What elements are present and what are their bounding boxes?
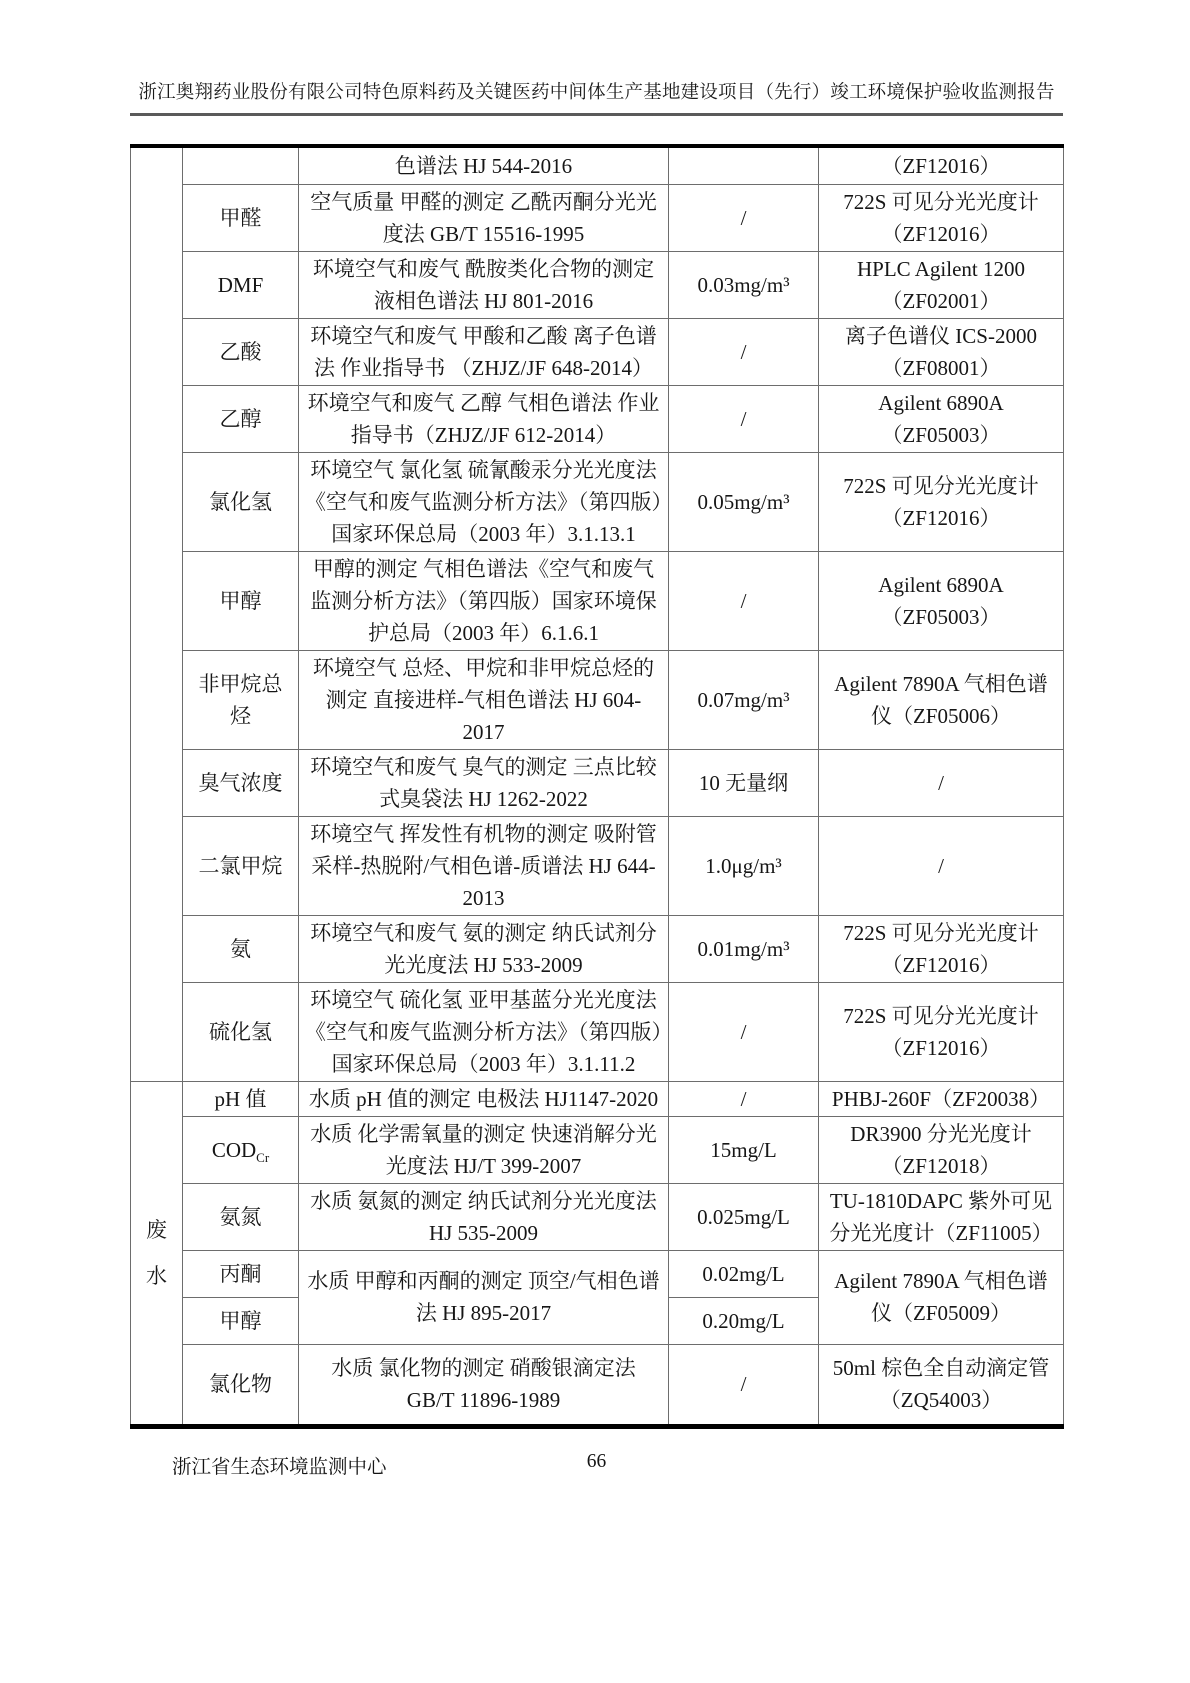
limit-cell: 0.03mg/m³ bbox=[669, 251, 819, 318]
param-cell: pH 值 bbox=[183, 1081, 299, 1116]
limit-cell: 0.05mg/m³ bbox=[669, 452, 819, 551]
method-cell: 水质 化学需氧量的测定 快速消解分光光度法 HJ/T 399-2007 bbox=[299, 1116, 669, 1183]
instrument-cell: HPLC Agilent 1200（ZF02001） bbox=[819, 251, 1064, 318]
method-cell: 环境空气 硫化氢 亚甲基蓝分光光度法《空气和废气监测分析方法》（第四版）国家环保总局（2003 年）3.1.11.2 bbox=[299, 982, 669, 1081]
table-row bbox=[131, 1250, 1064, 1297]
limit-cell: 10 无量纲 bbox=[669, 749, 819, 816]
category-cell-waste-gas bbox=[131, 146, 183, 1081]
instrument-cell: 离子色谱仪 ICS-2000（ZF08001） bbox=[819, 318, 1064, 385]
instrument-cell: / bbox=[819, 816, 1064, 915]
method-cell: 水质 pH 值的测定 电极法 HJ1147-2020 bbox=[299, 1081, 669, 1116]
param-cell: 非甲烷总烃 bbox=[183, 650, 299, 749]
instrument-cell: DR3900 分光光度计（ZF12018） bbox=[819, 1116, 1064, 1183]
method-cell: 环境空气 总烃、甲烷和非甲烷总烃的测定 直接进样-气相色谱法 HJ 604-2017 bbox=[299, 650, 669, 749]
method-cell: 环境空气和废气 臭气的测定 三点比较式臭袋法 HJ 1262-2022 bbox=[299, 749, 669, 816]
table-row bbox=[131, 551, 1064, 650]
table-row bbox=[131, 749, 1064, 816]
method-cell: 水质 氨氮的测定 纳氏试剂分光光度法 HJ 535-2009 bbox=[299, 1183, 669, 1250]
monitoring-methods-table bbox=[130, 144, 1064, 1429]
limit-cell: / bbox=[669, 184, 819, 251]
method-cell: 环境空气和废气 氨的测定 纳氏试剂分光光度法 HJ 533-2009 bbox=[299, 915, 669, 982]
param-cell: 乙酸 bbox=[183, 318, 299, 385]
instrument-cell: Agilent 6890A（ZF05003） bbox=[819, 551, 1064, 650]
method-cell: 水质 氯化物的测定 硝酸银滴定法 GB/T 11896-1989 bbox=[299, 1344, 669, 1426]
table-row bbox=[131, 650, 1064, 749]
page-footer bbox=[130, 1451, 1063, 1481]
instrument-cell: 722S 可见分光光度计（ZF12016） bbox=[819, 915, 1064, 982]
category-cell-waste-water bbox=[131, 1081, 183, 1426]
instrument-cell: 50ml 棕色全自动滴定管（ZQ54003） bbox=[819, 1344, 1064, 1426]
param-cell bbox=[183, 146, 299, 184]
limit-cell: / bbox=[669, 385, 819, 452]
instrument-cell: （ZF12016） bbox=[819, 146, 1064, 184]
method-cell: 甲醇的测定 气相色谱法《空气和废气监测分析方法》（第四版）国家环境保护总局（2003 年）6.1.6.1 bbox=[299, 551, 669, 650]
page-header-title: 浙江奥翔药业股份有限公司特色原料药及关键医药中间体生产基地建设项目（先行）竣工环境保护验收监测报告 bbox=[138, 83, 1055, 103]
limit-cell: 15mg/L bbox=[669, 1116, 819, 1183]
limit-cell: / bbox=[669, 551, 819, 650]
table-row bbox=[131, 1183, 1064, 1250]
method-cell: 色谱法 HJ 544-2016 bbox=[299, 146, 669, 184]
method-cell: 环境空气 挥发性有机物的测定 吸附管采样-热脱附/气相色谱-质谱法 HJ 644-2013 bbox=[299, 816, 669, 915]
param-cell: 臭气浓度 bbox=[183, 749, 299, 816]
method-cell: 环境空气和废气 乙醇 气相色谱法 作业指导书（ZHJZ/JF 612-2014） bbox=[299, 385, 669, 452]
param-subscript: Cr bbox=[256, 1149, 270, 1165]
table-row bbox=[131, 816, 1064, 915]
param-cell: 氨 bbox=[183, 915, 299, 982]
table-row bbox=[131, 385, 1064, 452]
limit-cell: 0.02mg/L bbox=[669, 1250, 819, 1297]
param-cell: 甲醇 bbox=[183, 1297, 299, 1344]
param-cell: 二氯甲烷 bbox=[183, 816, 299, 915]
category-label: 废水 bbox=[146, 1217, 167, 1288]
param-cell: 乙醇 bbox=[183, 385, 299, 452]
footer-page-number: 66 bbox=[586, 1450, 607, 1472]
instrument-cell: TU-1810DAPC 紫外可见分光光度计（ZF11005） bbox=[819, 1183, 1064, 1250]
instrument-cell: Agilent 7890A 气相色谱仪（ZF05009） bbox=[819, 1250, 1064, 1344]
param-cell bbox=[183, 1116, 299, 1183]
table-row bbox=[131, 452, 1064, 551]
table-row bbox=[131, 251, 1064, 318]
param-cell: 硫化氢 bbox=[183, 982, 299, 1081]
param-cell: 甲醛 bbox=[183, 184, 299, 251]
limit-cell: 1.0μg/m³ bbox=[669, 816, 819, 915]
instrument-cell: PHBJ-260F（ZF20038） bbox=[819, 1081, 1064, 1116]
param-cell: 氨氮 bbox=[183, 1183, 299, 1250]
instrument-cell: Agilent 7890A 气相色谱仪（ZF05006） bbox=[819, 650, 1064, 749]
param-main: COD bbox=[211, 1137, 257, 1162]
limit-cell: 0.20mg/L bbox=[669, 1297, 819, 1344]
limit-cell: / bbox=[669, 982, 819, 1081]
limit-cell: 0.07mg/m³ bbox=[669, 650, 819, 749]
instrument-cell: 722S 可见分光光度计（ZF12016） bbox=[819, 452, 1064, 551]
method-cell: 环境空气和废气 甲酸和乙酸 离子色谱法 作业指导书 （ZHJZ/JF 648-2014） bbox=[299, 318, 669, 385]
limit-cell: / bbox=[669, 1081, 819, 1116]
instrument-cell: Agilent 6890A（ZF05003） bbox=[819, 385, 1064, 452]
param-cell: 甲醇 bbox=[183, 551, 299, 650]
method-cell: 环境空气 氯化氢 硫氰酸汞分光光度法《空气和废气监测分析方法》（第四版）国家环保总局（2003 年）3.1.13.1 bbox=[299, 452, 669, 551]
param-cell: 氯化物 bbox=[183, 1344, 299, 1426]
param-cell: 氯化氢 bbox=[183, 452, 299, 551]
param-cell: DMF bbox=[183, 251, 299, 318]
limit-cell: 0.025mg/L bbox=[669, 1183, 819, 1250]
table-row bbox=[131, 184, 1064, 251]
method-cell: 水质 甲醇和丙酮的测定 顶空/气相色谱法 HJ 895-2017 bbox=[299, 1250, 669, 1344]
method-cell: 环境空气和废气 酰胺类化合物的测定 液相色谱法 HJ 801-2016 bbox=[299, 251, 669, 318]
limit-cell: / bbox=[669, 1344, 819, 1426]
param-cell: 丙酮 bbox=[183, 1250, 299, 1297]
instrument-cell: / bbox=[819, 749, 1064, 816]
table-row bbox=[131, 1344, 1064, 1426]
table-row bbox=[131, 1081, 1064, 1116]
table-row bbox=[131, 1116, 1064, 1183]
header-rule bbox=[130, 113, 1063, 116]
table-row bbox=[131, 318, 1064, 385]
footer-organization: 浙江省生态环境监测中心 bbox=[172, 1456, 387, 1478]
table-row bbox=[131, 982, 1064, 1081]
page-content bbox=[130, 0, 1063, 1481]
limit-cell bbox=[669, 146, 819, 184]
table-row bbox=[131, 915, 1064, 982]
method-cell: 空气质量 甲醛的测定 乙酰丙酮分光光度法 GB/T 15516-1995 bbox=[299, 184, 669, 251]
instrument-cell: 722S 可见分光光度计（ZF12016） bbox=[819, 982, 1064, 1081]
limit-cell: 0.01mg/m³ bbox=[669, 915, 819, 982]
limit-cell: / bbox=[669, 318, 819, 385]
table-row bbox=[131, 146, 1064, 184]
instrument-cell: 722S 可见分光光度计（ZF12016） bbox=[819, 184, 1064, 251]
